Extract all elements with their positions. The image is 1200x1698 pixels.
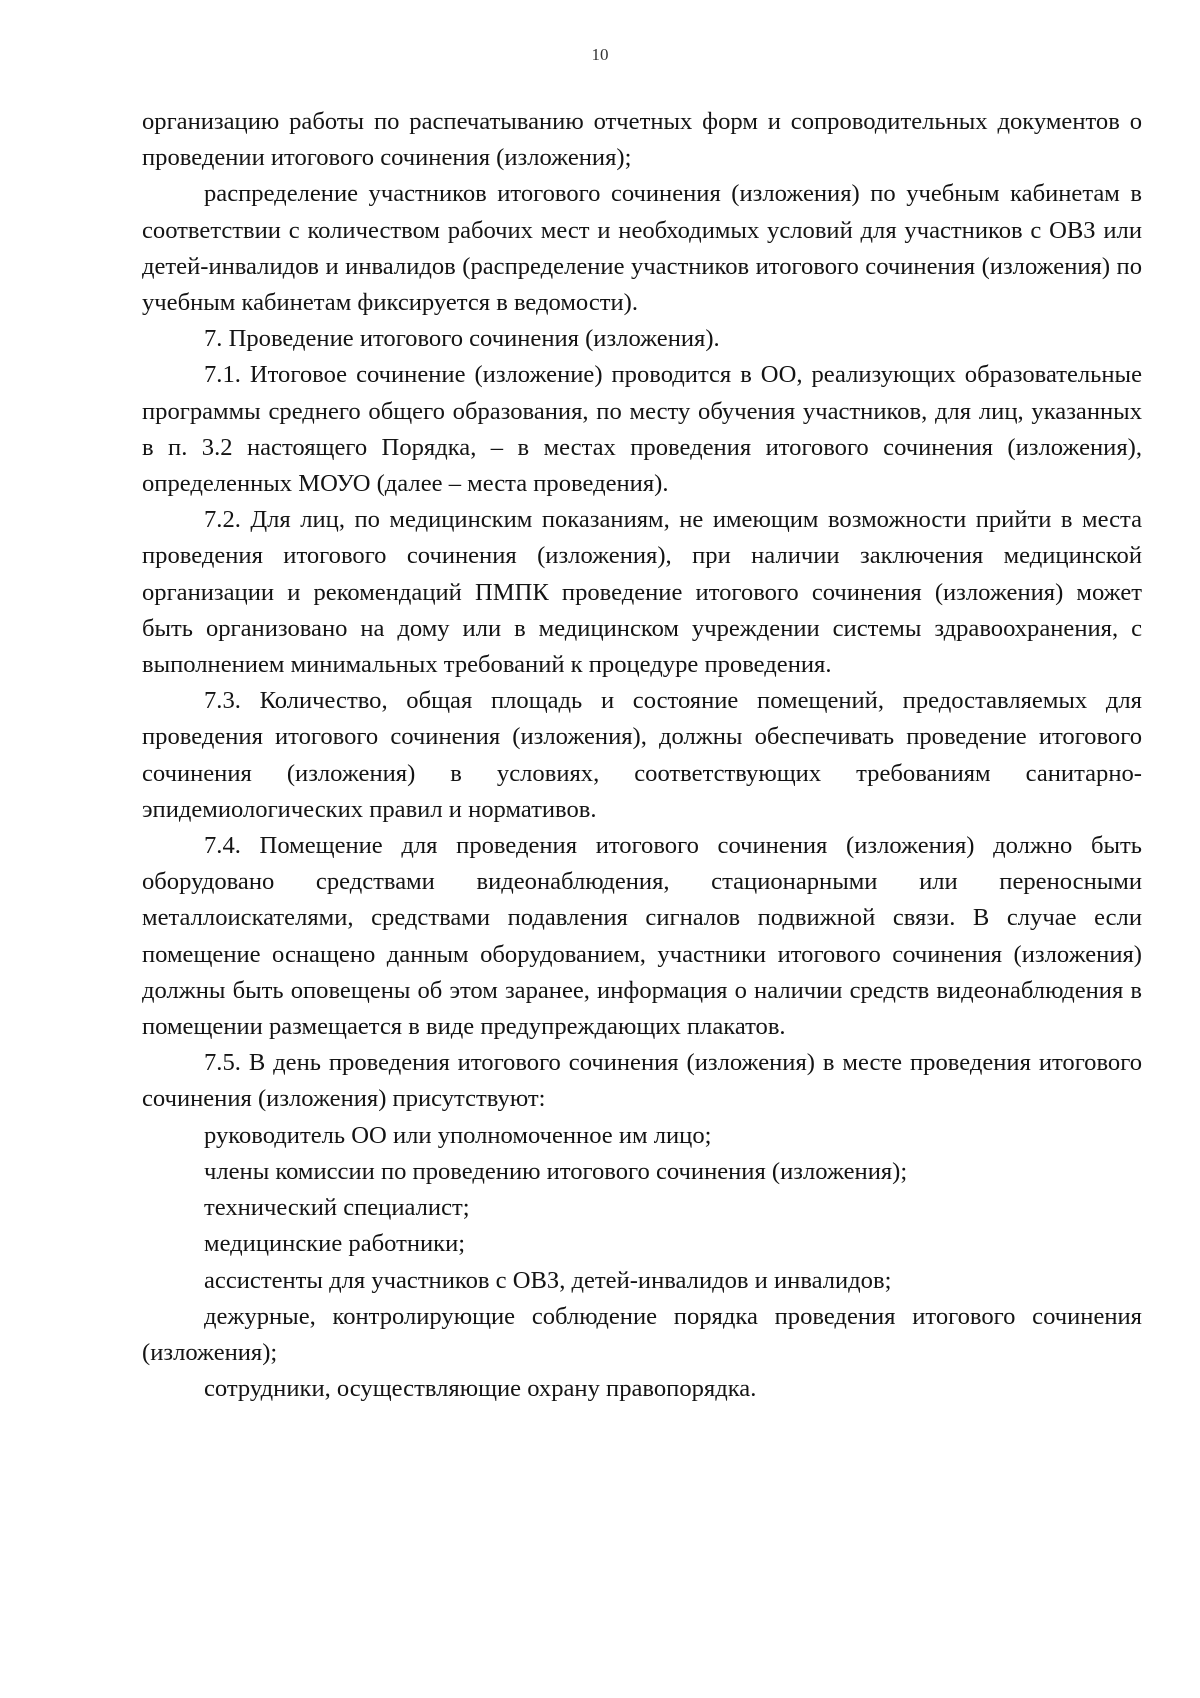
list-item-assistants: ассистенты для участников с ОВЗ, детей-инвалидов и инвалидов; [204, 1266, 892, 1294]
paragraph-7-5: 7.5. В день проведения итогового сочинения (изложения) в месте проведения итогового сочинения (изложения) присутствуют: [142, 1049, 1142, 1113]
paragraph-participant-distribution: распределение участников итогового сочинения (изложения) по учебным кабинетам в соответствии с количеством рабочих мест и необходимых условий для участников с ОВЗ или детей-инвалидов и инвалидов (распределение участников итогового сочинения (изложения) по учебным кабинетам фиксируется в ведомости). [142, 180, 1142, 317]
paragraph-7-1: 7.1. Итоговое сочинение (изложение) проводится в ОО, реализующих образовательные программы среднего общего образования, по месту обучения участников, для лиц, указанных в п. 3.2 настоящего Порядка, – в местах проведения итогового сочинения (изложения), определенных МОУО (далее – места проведения). [142, 361, 1142, 498]
list-item-law-enforcement: сотрудники, осуществляющие охрану правопорядка. [204, 1375, 757, 1403]
paragraph-7-2: 7.2. Для лиц, по медицинским показаниям, не имеющим возможности прийти в места проведения итогового сочинения (изложения), при наличии заключения медицинской организации и рекомендаций ПМПК проведение итогового сочинения (изложения) может быть организовано на дому или в медицинском учреждении системы здравоохранения, с выполнением минимальных требований к процедуре проведения. [142, 506, 1142, 679]
list-item-technical-specialist: технический специалист; [204, 1194, 470, 1222]
list-item-medical-workers: медицинские работники; [204, 1230, 466, 1258]
paragraph-report-forms: организацию работы по распечатыванию отчетных форм и сопроводительных документов о проведении итогового сочинения (изложения); [142, 108, 1142, 172]
section-heading-7: 7. Проведение итогового сочинения (изложения). [204, 325, 720, 353]
list-item-head-of-school: руководитель ОО или уполномоченное им лицо; [204, 1121, 712, 1149]
page-number: 10 [591, 45, 609, 64]
paragraph-7-4: 7.4. Помещение для проведения итогового сочинения (изложения) должно быть оборудовано средствами видеонаблюдения, стационарными или переносными металлоискателями, средствами подавления сигналов подвижной связи. В случае если помещение оснащено данным оборудованием, участники итогового сочинения (изложения) должны быть оповещены об этом заранее, информация о наличии средств видеонаблюдения в помещении размещается в виде предупреждающих плакатов. [142, 832, 1142, 1041]
paragraph-7-3: 7.3. Количество, общая площадь и состояние помещений, предоставляемых для проведения итогового сочинения (изложения), должны обеспечивать проведение итогового сочинения (изложения) в условиях, соответствующих требованиям санитарно-эпидемиологических правил и нормативов. [142, 687, 1142, 823]
list-item-commission-members: члены комиссии по проведению итогового сочинения (изложения); [204, 1157, 908, 1185]
list-item-duty-officers: дежурные, контролирующие соблюдение порядка проведения итогового сочинения (изложения); [142, 1302, 1142, 1366]
document-body [142, 104, 1142, 1407]
